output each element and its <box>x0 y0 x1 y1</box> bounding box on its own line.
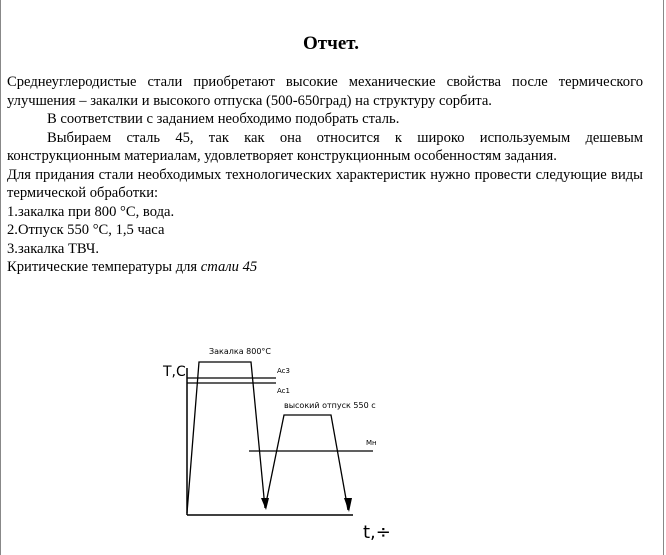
paragraph-intro: Среднеуглеродистые стали приобретают высокие механические свойства после термического улучшения – закалки и высокого отпуска (500-650град) на структуру сорбита. <box>7 74 643 109</box>
quench-arrow <box>261 498 269 510</box>
paragraph-choice: Выбираем сталь 45, так как она относится к широко используемым дешевым конструкционным материалам, удовлетворяет конструкционным особенностям задания. <box>7 129 643 164</box>
paragraph-treatment: Для придания стали необходимых технологических характеристик нужно провести следующие виды термической обработки: <box>7 166 643 201</box>
quench-label: Закалка 800°С <box>209 347 272 356</box>
document-body <box>7 73 643 277</box>
quench-curve <box>187 362 265 513</box>
paragraph-task: В соответствии с заданием необходимо подобрать сталь. <box>47 111 400 127</box>
y-axis-label: T,C <box>163 364 186 380</box>
temper-curve <box>265 415 348 510</box>
list-item: 3.закалка ТВЧ. <box>7 240 99 257</box>
critical-temperatures-line <box>7 258 643 277</box>
temper-label: высокий отпуск 550 с <box>284 401 376 410</box>
mn-label: Мн <box>366 439 377 447</box>
ac1-label: Ac1 <box>277 387 290 395</box>
critical-steel-name: стали 45 <box>200 259 258 275</box>
list-item: 1.закалка при 800 °С, вода. <box>7 203 175 220</box>
ac3-label: Ac3 <box>277 367 290 375</box>
critical-prefix: Критические температуры для <box>7 259 201 275</box>
heat-treatment-diagram <box>141 340 411 545</box>
x-axis-label: t,÷ <box>363 522 391 543</box>
list-item: 2.Отпуск 550 °С, 1,5 часа <box>7 222 165 238</box>
page-title: Отчет. <box>303 33 359 54</box>
